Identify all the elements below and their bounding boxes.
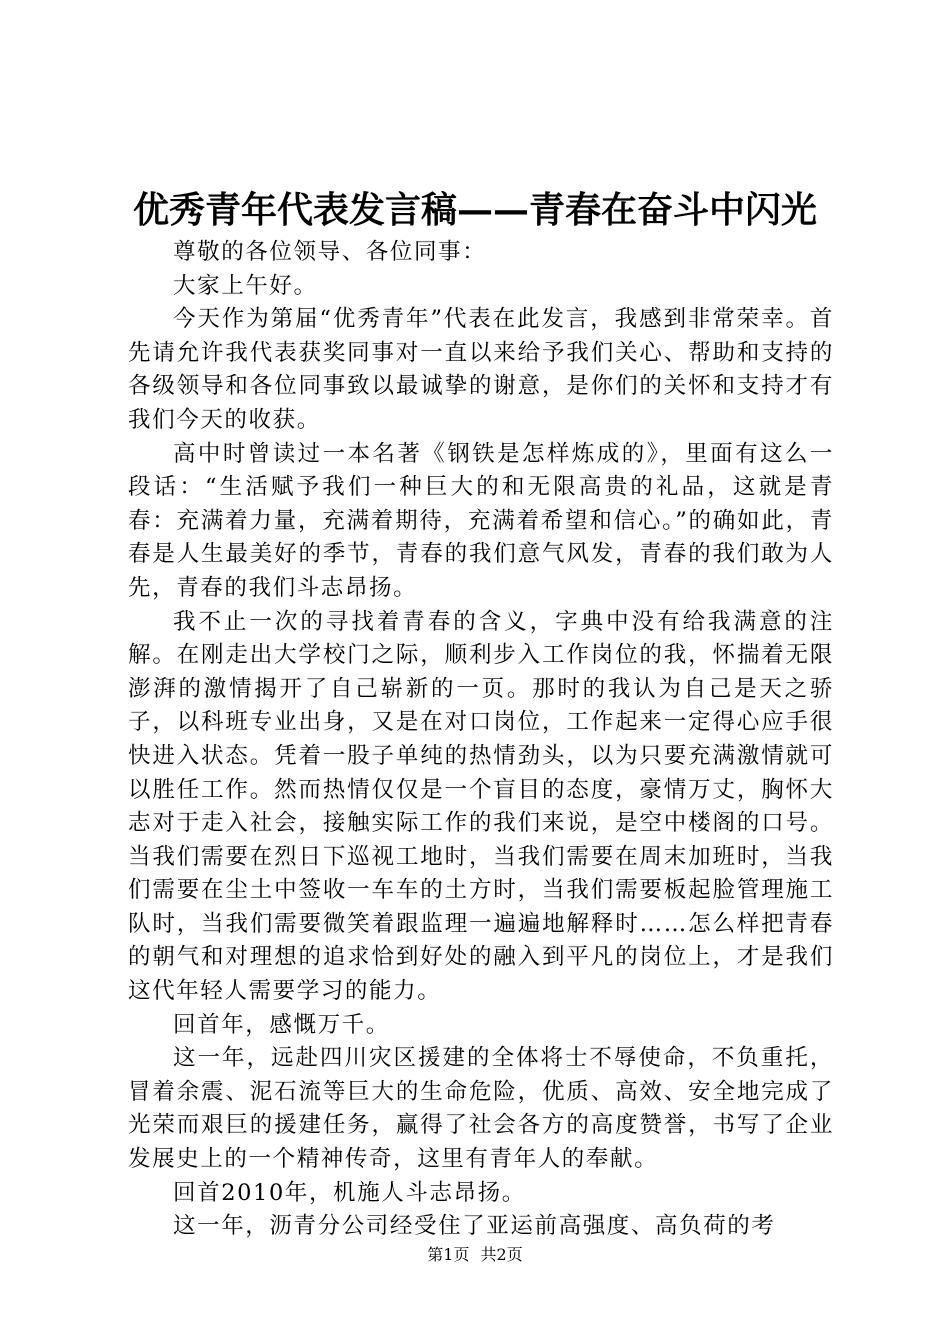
salutation-paragraph: 大家上午好。 xyxy=(173,272,318,299)
body-paragraph: 这一年，沥青分公司经受住了亚运前高强度、高负荷的考 xyxy=(173,1213,776,1240)
page-total: 共2页 xyxy=(480,1245,523,1264)
page-footer xyxy=(0,1244,950,1266)
greeting-paragraph: 尊敬的各位领导、各位同事： xyxy=(173,239,487,265)
body-paragraph: 回首2010年，机施人斗志昂扬。 xyxy=(173,1179,526,1206)
body-paragraph: 我不止一次的寻找着青春的含义，字典中没有给我满意的注解。在刚走出大学校门之际，顺利步入工作岗位的我，怀揣着无限澎湃的激情揭开了自己崭新的一页。那时的我认为自己是天之骄子，以科班专业出身，又是在对口岗位，工作起来一定得心应手很快进入状态。凭着一股子单纯的热情劲头，以为只要充满激情就可以胜任工作。然而热情仅仅是一个盲目的态度，豪情万丈，胸怀大志对于走入社会，接触实际工作的我们来说，是空中楼阁的口号。当我们需要在烈日下巡视工地时，当我们需要在周末加班时，当我们需要在尘土中签收一车车的土方时，当我们需要板起脸管理施工队时，当我们需要微笑着跟监理一遍遍地解释时……怎么样把青春的朝气和对理想的追求恰到好处的融入到平凡的岗位上，才是我们这代年轻人需要学习的能力。 xyxy=(128,608,834,1005)
body-paragraph: 这一年，远赴四川灾区援建的全体将士不辱使命，不负重托，冒着余震、泥石流等巨大的生命危险，优质、高效、安全地完成了光荣而艰巨的援建任务，赢得了社会各方的高度赞誉，书写了企业发展史上的一个精神传奇，这里有青年人的奉献。 xyxy=(128,1045,834,1173)
body-paragraph: 高中时曾读过一本名著《钢铁是怎样炼成的》，里面有这么一段话：“生活赋予我们一种巨大的和无限高贵的礼品，这就是青春：充满着力量，充满着期待，充满着希望和信心。”的确如此，青春是人生最美好的季节，青春的我们意气风发，青春的我们敢为人先，青春的我们斗志昂扬。 xyxy=(128,440,834,601)
body-paragraph: 今天作为第届“优秀青年”代表在此发言，我感到非常荣幸。首先请允许我代表获奖同事对一直以来给予我们关心、帮助和支持的各级领导和各位同事致以最诚挚的谢意，是你们的关怀和支持才有我们今天的收获。 xyxy=(128,306,834,433)
page-number: 第1页 xyxy=(427,1245,470,1264)
document-body xyxy=(128,236,834,1244)
body-paragraph: 回首年，感慨万千。 xyxy=(173,1011,390,1038)
document-title: 优秀青年代表发言稿——青春在奋斗中闪光 xyxy=(132,189,817,231)
